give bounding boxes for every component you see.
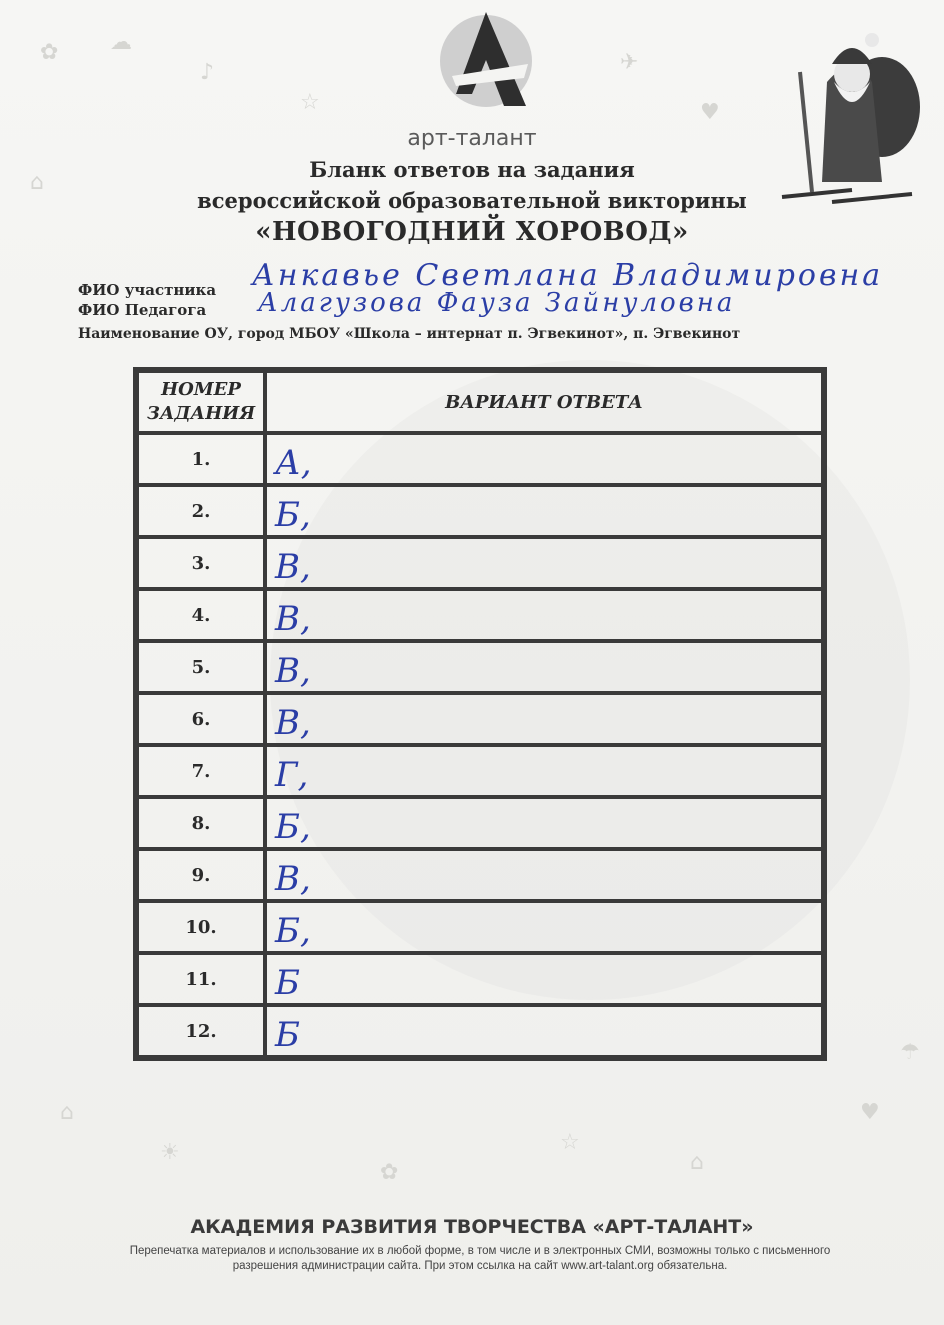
doodle-icon: ⌂ <box>60 1100 74 1125</box>
table-row <box>137 901 823 953</box>
answer-handwritten[interactable]: В, <box>265 641 823 693</box>
title-line-1: Бланк ответов на задания <box>309 157 635 182</box>
answer-handwritten[interactable]: Б <box>265 953 823 1005</box>
table-row <box>137 537 823 589</box>
doodle-icon: ☆ <box>560 1130 580 1155</box>
column-header-number-line1: НОМЕР <box>161 379 241 400</box>
column-header-answer: ВАРИАНТ ОТВЕТА <box>265 371 823 433</box>
table-header-row <box>137 371 823 433</box>
table-row <box>137 433 823 485</box>
teacher-label: ФИО Педагога <box>78 301 207 319</box>
task-number: 6. <box>137 693 265 745</box>
answer-handwritten[interactable]: Г, <box>265 745 823 797</box>
santa-claus-illustration <box>772 12 932 212</box>
quiz-title: «НОВОГОДНИЙ ХОРОВОД» <box>255 217 689 247</box>
task-number: 5. <box>137 641 265 693</box>
doodle-icon: ☆ <box>300 90 320 115</box>
participant-label: ФИО участника <box>78 281 217 299</box>
task-number: 12. <box>137 1005 265 1057</box>
doodle-icon: ♥ <box>860 1100 880 1125</box>
column-header-number <box>137 371 265 433</box>
task-number: 2. <box>137 485 265 537</box>
task-number: 7. <box>137 745 265 797</box>
answer-handwritten[interactable]: В, <box>265 537 823 589</box>
task-number: 4. <box>137 589 265 641</box>
footer-copyright-note: Перепечатка материалов и использование их в любой форме, в том числе и в электронных СМИ, возможны только с письменного разрешения администрации сайта. При этом ссылка на сайт www.art-talant.org обязательна. <box>129 1245 831 1272</box>
doodle-icon: ☀ <box>160 1140 180 1165</box>
answer-handwritten[interactable]: Б, <box>265 901 823 953</box>
task-number: 10. <box>137 901 265 953</box>
footer-title: АКАДЕМИЯ РАЗВИТИЯ ТВОРЧЕСТВА «АРТ-ТАЛАНТ» <box>190 1216 754 1238</box>
title-line-2: всероссийской образовательной викторины <box>197 188 747 213</box>
answer-handwritten[interactable]: В, <box>265 589 823 641</box>
answers-table <box>133 367 827 1061</box>
participant-name-handwritten: Анкавье Светлана Владимировна <box>252 258 884 293</box>
teacher-name-handwritten: Алагузова Фауза Зайнуловна <box>258 288 736 318</box>
doodle-icon: ✈ <box>620 50 639 75</box>
doodle-icon: ✿ <box>380 1160 399 1185</box>
table-row <box>137 693 823 745</box>
table-row <box>137 849 823 901</box>
answer-handwritten[interactable]: Б, <box>265 485 823 537</box>
task-number: 8. <box>137 797 265 849</box>
table-row <box>137 953 823 1005</box>
answer-handwritten[interactable]: А, <box>265 433 823 485</box>
task-number: 1. <box>137 433 265 485</box>
table-row <box>137 797 823 849</box>
table-row <box>137 641 823 693</box>
table-row <box>137 589 823 641</box>
school-line: Наименование ОУ, город МБОУ «Школа – интернат п. Эгвекинот», п. Эгвекинот <box>78 326 741 342</box>
doodle-icon: ♪ <box>200 60 215 85</box>
answer-handwritten[interactable]: Б <box>265 1005 823 1057</box>
column-header-number-line2: ЗАДАНИЯ <box>146 403 256 424</box>
doodle-icon: ⌂ <box>30 170 44 195</box>
table-row <box>137 745 823 797</box>
task-number: 11. <box>137 953 265 1005</box>
table-row <box>137 485 823 537</box>
doodle-icon: ⌂ <box>690 1150 704 1175</box>
answer-handwritten[interactable]: В, <box>265 693 823 745</box>
doodle-icon: ✿ <box>40 40 59 65</box>
brand-name: арт-талант <box>407 126 537 151</box>
task-number: 9. <box>137 849 265 901</box>
art-talant-logo-icon <box>436 6 536 116</box>
doodle-icon: ☂ <box>900 1040 920 1065</box>
answer-handwritten[interactable]: Б, <box>265 797 823 849</box>
table-row <box>137 1005 823 1057</box>
task-number: 3. <box>137 537 265 589</box>
doodle-icon: ♥ <box>700 100 720 125</box>
doodle-icon: ☁ <box>110 30 132 55</box>
answer-handwritten[interactable]: В, <box>265 849 823 901</box>
